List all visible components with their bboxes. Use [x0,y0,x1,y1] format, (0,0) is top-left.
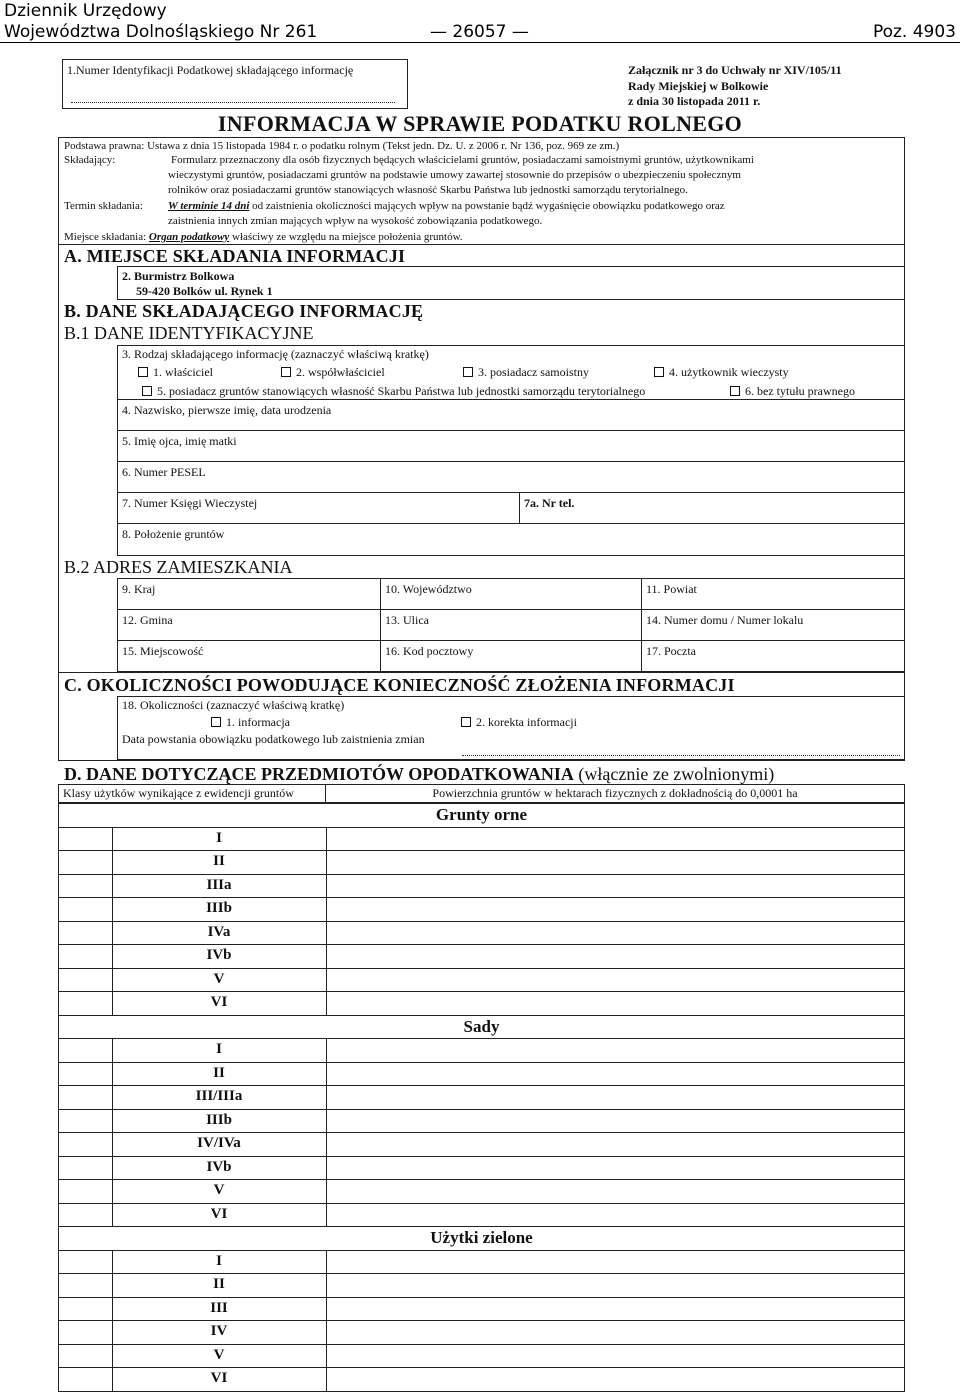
area-input[interactable] [327,875,904,897]
option-co-owner[interactable] [281,365,385,379]
circumstances-label: 18. Okoliczności (zaznaczyć właściwą kratkę) [122,698,345,712]
journal-title: Dziennik Urzędowy [4,1,167,21]
land-class-label: III/IIIa [195,1088,243,1104]
land-class-label: IVa [207,923,231,940]
land-group-title: Grunty orne [435,805,528,824]
section-d-top-border [58,760,905,761]
frame-left [58,245,59,760]
name-birthdate-label: 4. Nazwisko, pierwsze imię, data urodzenia [122,403,332,417]
group-divider [58,803,905,804]
checkbox[interactable] [463,367,473,377]
option-independent-holder-label: 3. posiadacz samoistny [478,365,589,379]
submitters-line-1: Formularz przeznaczony dla osób fizycznych będących właścicielami gruntów, posiadaczami samoistnymi gruntów, użytkownikami [171,154,754,166]
obligation-date-input[interactable] [462,755,900,756]
option-correction[interactable] [461,715,577,729]
nip-dotted-line [71,102,395,103]
area-input[interactable] [327,1204,904,1226]
group-divider [58,1015,905,1016]
pesel-label: 6. Numer PESEL [122,465,206,479]
locality-field[interactable] [117,640,381,672]
land-group-title: Sady [463,1016,500,1036]
position-number: Poz. 4903 [872,22,956,42]
land-class-label: II [213,853,225,869]
section-d-title-suffix: (włącznie ze zwolnionymi) [578,764,775,784]
area-input[interactable] [327,1157,904,1179]
deadline-emphasis: W terminie 14 dni [168,200,250,212]
land-class-label: VI [210,1205,228,1222]
checkbox[interactable] [730,386,740,396]
area-column-header [325,784,905,803]
form-title: INFORMACJA W SPRAWIE PODATKU ROLNEGO [217,111,743,136]
country-field[interactable] [117,578,381,610]
column-line [326,827,327,1015]
checkbox[interactable] [281,367,291,377]
area-input[interactable] [327,1251,904,1273]
phone-label: 7a. Nr tel. [524,496,575,510]
tax-office-address: 59-420 Bolków ul. Rynek 1 [136,284,273,298]
municipality-label: 12. Gmina [122,613,173,627]
checkbox[interactable] [461,717,471,727]
option-state-land-holder-label: 5. posiadacz gruntów stanowiących własność Skarbu Państwa lub jednostki samorządu terytorialnego [157,384,646,398]
area-input[interactable] [327,1368,904,1390]
group-divider [58,1226,905,1227]
land-class-label: II [213,1276,225,1292]
postal-code-field[interactable] [380,640,642,672]
land-class-label: IIIa [206,876,232,893]
land-location-label: 8. Położenie gruntów [122,527,225,541]
table-bottom-border [58,1391,905,1392]
class-column-header [58,784,326,803]
area-input[interactable] [327,1180,904,1202]
area-input[interactable] [327,969,904,991]
option-perpetual-user[interactable] [654,365,789,379]
option-state-land-holder[interactable] [142,384,645,398]
area-input[interactable] [327,898,904,920]
area-input[interactable] [327,1039,904,1061]
land-class-label: IV/IVa [197,1135,241,1151]
section-c-divider [58,672,905,673]
area-input[interactable] [327,992,904,1014]
nip-box[interactable] [62,59,408,109]
deadline-label: Termin składania: [64,200,143,212]
checkbox[interactable] [138,367,148,377]
submitter-type-box [117,345,905,400]
area-input[interactable] [327,922,904,944]
land-class-label: V [213,1182,225,1198]
area-input[interactable] [327,945,904,967]
land-class-label: VI [210,994,228,1010]
intro-box [58,137,905,245]
option-correction-label: 2. korekta informacji [476,715,577,729]
section-b1-title: B.1 DANE IDENTYFIKACYJNE [64,323,314,343]
land-class-label: VI [210,1370,228,1386]
option-owner-label: 1. właściciel [153,365,213,379]
submitter-type-label: 3. Rodzaj składającego informację (zaznaczyć właściwą kratkę) [122,347,429,361]
area-column-header-label: Powierzchnia gruntów w hektarach fizycznych z dokładnością do 0,0001 ha [432,786,798,800]
attachment-line-1: Załącznik nr 3 do Uchwały nr XIV/105/11 [628,63,842,77]
area-input[interactable] [327,1345,904,1367]
area-input[interactable] [327,828,904,850]
area-input[interactable] [327,1298,904,1320]
voivodeship-issue: Województwa Dolnośląskiego Nr 261 [4,22,318,42]
table-right-border [904,784,905,1391]
area-input[interactable] [327,1063,904,1085]
municipality-field[interactable] [117,609,381,641]
section-d-title: D. DANE DOTYCZĄCE PRZEDMIOTÓW OPODATKOWANIA [64,764,574,784]
submitters-line-3: rolników oraz posiadaczami gruntów stanowiących własność Skarbu Państwa lub jednostki samorządu terytorialnego. [168,184,688,196]
postal-code-label: 16. Kod pocztowy [385,644,474,658]
land-class-label: I [216,1252,222,1269]
phone-field[interactable] [519,492,905,524]
column-line [326,1250,327,1391]
column-line [112,827,113,1015]
page-number: — 26057 — [430,22,529,42]
house-number-label: 14. Numer domu / Numer lokalu [646,613,804,627]
obligation-date-label: Data powstania obowiązku podatkowego lub zaistnienia zmian [122,732,425,746]
land-class-label: I [216,1041,222,1057]
option-perpetual-user-label: 4. użytkownik wieczysty [669,365,789,379]
option-owner[interactable] [138,365,213,379]
land-class-label: IIIb [206,1111,232,1128]
place-emphasis: Organ podatkowy [148,231,230,243]
land-class-label: IIIb [206,900,232,916]
street-label: 13. Ulica [385,613,429,627]
legal-basis-label: Podstawa prawna: [64,140,145,152]
area-input[interactable] [327,1110,904,1132]
submitters-label: Składający: [64,154,116,166]
circumstances-box [117,696,905,760]
legal-basis-text: Ustawa z dnia 15 listopada 1984 r. o podatku rolnym (Tekst jedn. Dz. U. z 2006 r. Nr 136, poz. 969 ze zm.) [147,140,620,152]
voivodeship-field[interactable] [380,578,642,610]
checkbox[interactable] [211,717,221,727]
table-left-border [58,784,59,1391]
parents-names-field[interactable] [117,430,905,462]
land-class-label: V [213,970,225,987]
district-field[interactable] [641,578,905,610]
section-b-title: B. DANE SKŁADAJĄCEGO INFORMACJĘ [64,301,424,321]
checkbox[interactable] [142,386,152,396]
header-divider [0,42,960,43]
class-column-header-label: Klasy użytków wynikające z ewidencji gruntów [63,786,294,800]
option-no-legal-title[interactable] [730,384,855,398]
land-class-label: V [213,1346,225,1363]
land-class-label: IVb [206,947,232,963]
land-class-label: IV [210,1323,228,1339]
section-a-title: A. MIEJSCE SKŁADANIA INFORMACJI [64,246,406,266]
attachment-line-3: z dnia 30 listopada 2011 r. [628,94,761,108]
deadline-line-2: zaistnienia innych zmian mających wpływ na wysokość zobowiązania podatkowego. [168,215,543,227]
place-label: Miejsce składania: [64,231,147,243]
place-text: właściwy ze względu na miejsce położenia gruntów. [232,231,463,243]
land-class-label: III [210,1299,228,1316]
name-birthdate-field[interactable] [117,399,905,431]
section-b2-title: B.2 ADRES ZAMIESZKANIA [64,557,293,577]
district-label: 11. Powiat [646,582,697,596]
deadline-line-1: od zaistnienia okoliczności mających wpływ na powstanie bądź wygaśnięcie obowiązku podatkowego oraz [252,200,725,212]
column-line [112,1038,113,1226]
option-no-legal-title-label: 6. bez tytułu prawnego [745,384,855,398]
post-office-field[interactable] [641,640,905,672]
pesel-field[interactable] [117,461,905,493]
column-line [112,1250,113,1391]
parents-names-label: 5. Imię ojca, imię matki [122,434,237,448]
house-number-field[interactable] [641,609,905,641]
land-class-label: I [216,829,222,846]
column-line [326,1038,327,1226]
tax-office-name: 2. Burmistrz Bolkowa [122,269,235,283]
checkbox[interactable] [654,367,664,377]
area-input[interactable] [327,1086,904,1108]
country-label: 9. Kraj [122,582,156,596]
voivodeship-label: 10. Województwo [385,582,472,596]
land-class-label: II [213,1064,225,1081]
land-group-title: Użytki zielone [430,1228,533,1247]
area-input[interactable] [327,1321,904,1343]
option-independent-holder[interactable] [463,365,589,379]
tax-office-box [117,266,905,300]
area-input[interactable] [327,1133,904,1155]
option-information[interactable] [211,715,290,729]
option-information-label: 1. informacja [226,715,290,729]
option-co-owner-label: 2. współwłaściciel [296,365,385,379]
land-register-field[interactable] [117,492,520,524]
area-input[interactable] [327,1274,904,1296]
land-class-label: IVb [206,1158,232,1175]
nip-label: 1.Numer Identyfikacji Podatkowej składającego informację [67,63,354,77]
locality-label: 15. Miejscowość [122,644,204,658]
attachment-line-2: Rady Miejskiej w Bolkowie [628,79,769,93]
street-field[interactable] [380,609,642,641]
area-input[interactable] [327,851,904,873]
section-c-title: C. OKOLICZNOŚCI POWODUJĄCE KONIECZNOŚĆ ZŁOŻENIA INFORMACJI [64,675,735,695]
submitters-line-2: wieczystymi gruntów, posiadaczami gruntów na podstawie umowy zawartej stosownie do przepisów o ubezpieczeniu społecznym [168,169,741,181]
land-register-label: 7. Numer Księgi Wieczystej [122,496,258,510]
post-office-label: 17. Poczta [646,644,696,658]
land-location-field[interactable] [117,523,905,556]
